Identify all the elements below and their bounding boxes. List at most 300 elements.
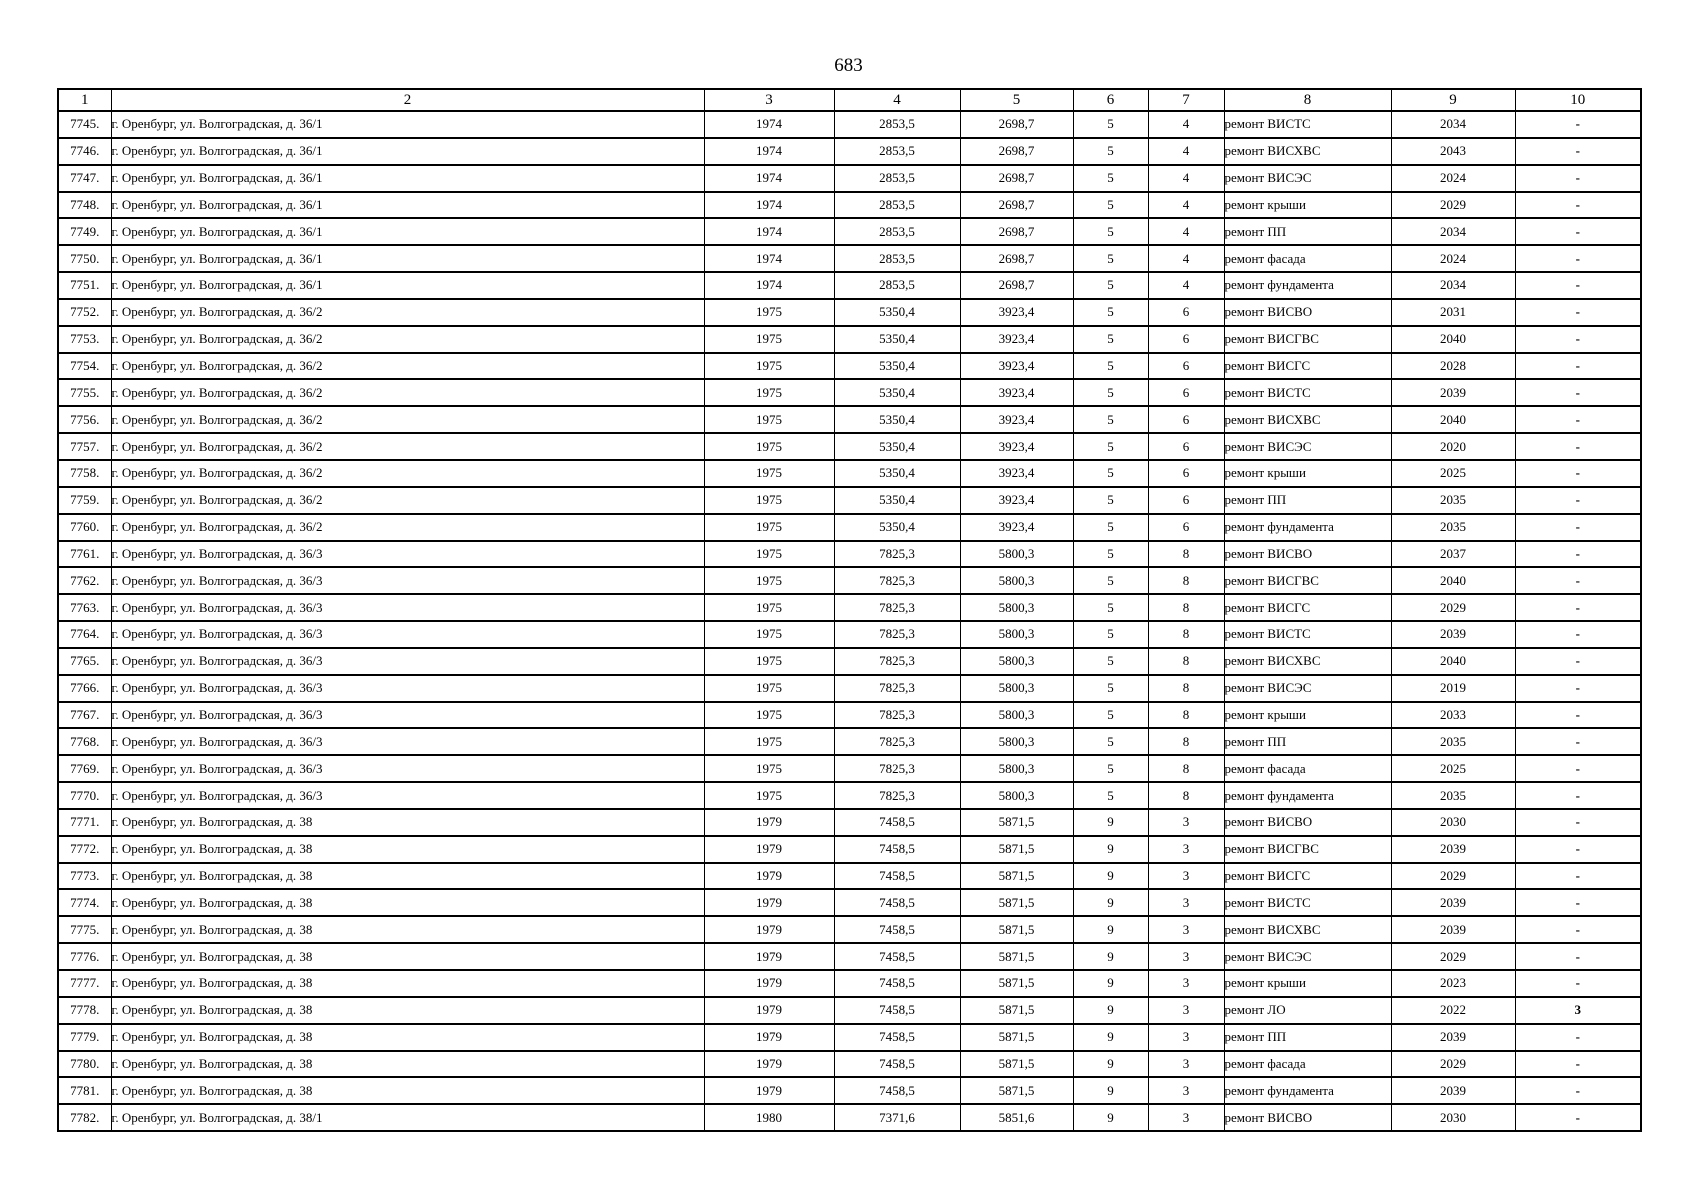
total-area-cell: 7458,5 [834, 1077, 960, 1104]
year-cell: 1979 [704, 1077, 834, 1104]
entrances-cell: 8 [1148, 728, 1224, 755]
living-area-cell: 3923,4 [960, 487, 1073, 514]
row-number-cell: 7759. [58, 487, 111, 514]
work-type-cell: ремонт фундамента [1224, 272, 1391, 299]
total-area-cell: 7458,5 [834, 943, 960, 970]
entrances-cell: 3 [1148, 863, 1224, 890]
living-area-cell: 2698,7 [960, 245, 1073, 272]
year-cell: 1975 [704, 567, 834, 594]
floors-cell: 5 [1073, 326, 1148, 353]
year-cell: 1975 [704, 487, 834, 514]
entrances-cell: 8 [1148, 782, 1224, 809]
planned-year-cell: 2035 [1391, 514, 1515, 541]
address-cell: г. Оренбург, ул. Волгоградская, д. 38 [111, 1077, 704, 1104]
planned-year-cell: 2039 [1391, 379, 1515, 406]
planned-year-cell: 2024 [1391, 165, 1515, 192]
work-type-cell: ремонт ЛО [1224, 997, 1391, 1024]
address-cell: г. Оренбург, ул. Волгоградская, д. 36/2 [111, 299, 704, 326]
table-row [58, 594, 1641, 621]
table-row [58, 192, 1641, 219]
value-cell: - [1515, 943, 1641, 970]
entrances-cell: 6 [1148, 326, 1224, 353]
address-cell: г. Оренбург, ул. Волгоградская, д. 36/1 [111, 218, 704, 245]
total-area-cell: 7458,5 [834, 970, 960, 997]
entrances-cell: 8 [1148, 675, 1224, 702]
value-cell: - [1515, 1051, 1641, 1078]
address-cell: г. Оренбург, ул. Волгоградская, д. 36/2 [111, 514, 704, 541]
address-cell: г. Оренбург, ул. Волгоградская, д. 36/1 [111, 245, 704, 272]
total-area-cell: 5350,4 [834, 460, 960, 487]
value-cell: - [1515, 863, 1641, 890]
address-cell: г. Оренбург, ул. Волгоградская, д. 36/2 [111, 487, 704, 514]
living-area-cell: 5851,6 [960, 1104, 1073, 1131]
row-number-cell: 7779. [58, 1024, 111, 1051]
work-type-cell: ремонт фасада [1224, 245, 1391, 272]
entrances-cell: 3 [1148, 1104, 1224, 1131]
value-cell: - [1515, 567, 1641, 594]
value-cell: - [1515, 218, 1641, 245]
floors-cell: 5 [1073, 675, 1148, 702]
entrances-cell: 4 [1148, 138, 1224, 165]
value-cell: - [1515, 111, 1641, 138]
value-cell: - [1515, 648, 1641, 675]
address-cell: г. Оренбург, ул. Волгоградская, д. 36/3 [111, 648, 704, 675]
entrances-cell: 6 [1148, 460, 1224, 487]
value-cell: - [1515, 1077, 1641, 1104]
entrances-cell: 3 [1148, 997, 1224, 1024]
work-type-cell: ремонт ВИСВО [1224, 1104, 1391, 1131]
floors-cell: 5 [1073, 702, 1148, 729]
work-type-cell: ремонт ВИСГС [1224, 863, 1391, 890]
floors-cell: 9 [1073, 863, 1148, 890]
living-area-cell: 3923,4 [960, 460, 1073, 487]
work-type-cell: ремонт ВИСГС [1224, 353, 1391, 380]
table-row [58, 809, 1641, 836]
floors-cell: 5 [1073, 406, 1148, 433]
floors-cell: 9 [1073, 1077, 1148, 1104]
total-area-cell: 7825,3 [834, 567, 960, 594]
entrances-cell: 8 [1148, 594, 1224, 621]
value-cell: 3 [1515, 997, 1641, 1024]
year-cell: 1975 [704, 728, 834, 755]
floors-cell: 5 [1073, 111, 1148, 138]
total-area-cell: 5350,4 [834, 487, 960, 514]
year-cell: 1979 [704, 997, 834, 1024]
row-number-cell: 7766. [58, 675, 111, 702]
floors-cell: 5 [1073, 782, 1148, 809]
total-area-cell: 7825,3 [834, 702, 960, 729]
work-type-cell: ремонт ВИСТС [1224, 379, 1391, 406]
work-type-cell: ремонт ВИСХВС [1224, 648, 1391, 675]
value-cell: - [1515, 379, 1641, 406]
work-type-cell: ремонт ПП [1224, 728, 1391, 755]
planned-year-cell: 2039 [1391, 1024, 1515, 1051]
planned-year-cell: 2039 [1391, 621, 1515, 648]
row-number-cell: 7752. [58, 299, 111, 326]
entrances-cell: 6 [1148, 433, 1224, 460]
table-row [58, 916, 1641, 943]
row-number-cell: 7758. [58, 460, 111, 487]
table-row [58, 943, 1641, 970]
table-row [58, 702, 1641, 729]
living-area-cell: 3923,4 [960, 353, 1073, 380]
table-row [58, 997, 1641, 1024]
planned-year-cell: 2035 [1391, 487, 1515, 514]
living-area-cell: 5871,5 [960, 970, 1073, 997]
entrances-cell: 3 [1148, 809, 1224, 836]
year-cell: 1979 [704, 916, 834, 943]
year-cell: 1979 [704, 970, 834, 997]
address-cell: г. Оренбург, ул. Волгоградская, д. 38 [111, 809, 704, 836]
entrances-cell: 6 [1148, 353, 1224, 380]
table-row [58, 541, 1641, 568]
planned-year-cell: 2029 [1391, 1051, 1515, 1078]
work-type-cell: ремонт крыши [1224, 970, 1391, 997]
table-row [58, 138, 1641, 165]
floors-cell: 5 [1073, 299, 1148, 326]
living-area-cell: 5871,5 [960, 943, 1073, 970]
header-row [58, 89, 1641, 111]
value-cell: - [1515, 675, 1641, 702]
table-row [58, 433, 1641, 460]
row-number-cell: 7746. [58, 138, 111, 165]
address-cell: г. Оренбург, ул. Волгоградская, д. 36/3 [111, 541, 704, 568]
living-area-cell: 3923,4 [960, 299, 1073, 326]
column-header: 9 [1391, 89, 1515, 111]
address-cell: г. Оренбург, ул. Волгоградская, д. 36/1 [111, 165, 704, 192]
table-row [58, 1051, 1641, 1078]
entrances-cell: 8 [1148, 755, 1224, 782]
year-cell: 1974 [704, 192, 834, 219]
total-area-cell: 5350,4 [834, 514, 960, 541]
total-area-cell: 2853,5 [834, 245, 960, 272]
total-area-cell: 7458,5 [834, 836, 960, 863]
table-row [58, 165, 1641, 192]
table-row [58, 514, 1641, 541]
value-cell: - [1515, 755, 1641, 782]
value-cell: - [1515, 326, 1641, 353]
table-row [58, 379, 1641, 406]
total-area-cell: 7458,5 [834, 1024, 960, 1051]
work-type-cell: ремонт фасада [1224, 1051, 1391, 1078]
floors-cell: 5 [1073, 621, 1148, 648]
planned-year-cell: 2039 [1391, 916, 1515, 943]
row-number-cell: 7762. [58, 567, 111, 594]
year-cell: 1975 [704, 379, 834, 406]
living-area-cell: 5800,3 [960, 675, 1073, 702]
living-area-cell: 2698,7 [960, 272, 1073, 299]
entrances-cell: 4 [1148, 111, 1224, 138]
planned-year-cell: 2029 [1391, 594, 1515, 621]
floors-cell: 5 [1073, 487, 1148, 514]
work-type-cell: ремонт ВИСЭС [1224, 675, 1391, 702]
living-area-cell: 5871,5 [960, 916, 1073, 943]
entrances-cell: 4 [1148, 192, 1224, 219]
year-cell: 1974 [704, 272, 834, 299]
planned-year-cell: 2034 [1391, 111, 1515, 138]
floors-cell: 5 [1073, 648, 1148, 675]
total-area-cell: 5350,4 [834, 433, 960, 460]
total-area-cell: 2853,5 [834, 272, 960, 299]
floors-cell: 9 [1073, 889, 1148, 916]
table-row [58, 460, 1641, 487]
year-cell: 1979 [704, 943, 834, 970]
planned-year-cell: 2028 [1391, 353, 1515, 380]
address-cell: г. Оренбург, ул. Волгоградская, д. 36/3 [111, 594, 704, 621]
value-cell: - [1515, 165, 1641, 192]
table-row [58, 245, 1641, 272]
year-cell: 1979 [704, 809, 834, 836]
address-cell: г. Оренбург, ул. Волгоградская, д. 36/2 [111, 406, 704, 433]
living-area-cell: 5871,5 [960, 997, 1073, 1024]
address-cell: г. Оренбург, ул. Волгоградская, д. 36/1 [111, 138, 704, 165]
column-header: 8 [1224, 89, 1391, 111]
table-row [58, 111, 1641, 138]
table-row [58, 621, 1641, 648]
entrances-cell: 4 [1148, 218, 1224, 245]
value-cell: - [1515, 836, 1641, 863]
table-row [58, 782, 1641, 809]
living-area-cell: 2698,7 [960, 192, 1073, 219]
planned-year-cell: 2025 [1391, 460, 1515, 487]
planned-year-cell: 2030 [1391, 809, 1515, 836]
value-cell: - [1515, 245, 1641, 272]
planned-year-cell: 2031 [1391, 299, 1515, 326]
floors-cell: 5 [1073, 728, 1148, 755]
planned-year-cell: 2030 [1391, 1104, 1515, 1131]
floors-cell: 9 [1073, 1051, 1148, 1078]
year-cell: 1975 [704, 326, 834, 353]
total-area-cell: 7825,3 [834, 755, 960, 782]
planned-year-cell: 2040 [1391, 567, 1515, 594]
total-area-cell: 7825,3 [834, 541, 960, 568]
year-cell: 1974 [704, 218, 834, 245]
value-cell: - [1515, 192, 1641, 219]
work-type-cell: ремонт ВИСГВС [1224, 567, 1391, 594]
planned-year-cell: 2029 [1391, 943, 1515, 970]
row-number-cell: 7768. [58, 728, 111, 755]
table-row [58, 889, 1641, 916]
living-area-cell: 2698,7 [960, 111, 1073, 138]
value-cell: - [1515, 916, 1641, 943]
year-cell: 1979 [704, 863, 834, 890]
entrances-cell: 8 [1148, 648, 1224, 675]
floors-cell: 9 [1073, 943, 1148, 970]
living-area-cell: 5800,3 [960, 621, 1073, 648]
work-type-cell: ремонт фасада [1224, 755, 1391, 782]
living-area-cell: 5871,5 [960, 1051, 1073, 1078]
planned-year-cell: 2039 [1391, 1077, 1515, 1104]
table-row [58, 299, 1641, 326]
total-area-cell: 2853,5 [834, 192, 960, 219]
work-type-cell: ремонт ВИСЭС [1224, 943, 1391, 970]
living-area-cell: 5800,3 [960, 755, 1073, 782]
total-area-cell: 7825,3 [834, 648, 960, 675]
value-cell: - [1515, 406, 1641, 433]
address-cell: г. Оренбург, ул. Волгоградская, д. 36/1 [111, 272, 704, 299]
work-type-cell: ремонт фундамента [1224, 514, 1391, 541]
work-type-cell: ремонт крыши [1224, 460, 1391, 487]
column-header: 4 [834, 89, 960, 111]
address-cell: г. Оренбург, ул. Волгоградская, д. 38 [111, 916, 704, 943]
living-area-cell: 5871,5 [960, 809, 1073, 836]
row-number-cell: 7755. [58, 379, 111, 406]
work-type-cell: ремонт ПП [1224, 218, 1391, 245]
entrances-cell: 6 [1148, 514, 1224, 541]
year-cell: 1974 [704, 245, 834, 272]
floors-cell: 5 [1073, 460, 1148, 487]
year-cell: 1974 [704, 165, 834, 192]
entrances-cell: 3 [1148, 1077, 1224, 1104]
total-area-cell: 7458,5 [834, 997, 960, 1024]
table-row [58, 487, 1641, 514]
work-type-cell: ремонт ВИСХВС [1224, 406, 1391, 433]
living-area-cell: 5871,5 [960, 836, 1073, 863]
work-type-cell: ремонт ВИСТС [1224, 621, 1391, 648]
living-area-cell: 3923,4 [960, 514, 1073, 541]
address-cell: г. Оренбург, ул. Волгоградская, д. 36/2 [111, 326, 704, 353]
row-number-cell: 7775. [58, 916, 111, 943]
floors-cell: 9 [1073, 970, 1148, 997]
total-area-cell: 5350,4 [834, 406, 960, 433]
value-cell: - [1515, 889, 1641, 916]
entrances-cell: 3 [1148, 970, 1224, 997]
total-area-cell: 7458,5 [834, 916, 960, 943]
address-cell: г. Оренбург, ул. Волгоградская, д. 36/3 [111, 567, 704, 594]
address-cell: г. Оренбург, ул. Волгоградская, д. 38 [111, 970, 704, 997]
address-cell: г. Оренбург, ул. Волгоградская, д. 38 [111, 943, 704, 970]
work-type-cell: ремонт ВИСТС [1224, 111, 1391, 138]
living-area-cell: 3923,4 [960, 379, 1073, 406]
year-cell: 1975 [704, 621, 834, 648]
data-table [57, 88, 1642, 1132]
total-area-cell: 7458,5 [834, 809, 960, 836]
total-area-cell: 5350,4 [834, 299, 960, 326]
entrances-cell: 8 [1148, 541, 1224, 568]
row-number-cell: 7780. [58, 1051, 111, 1078]
work-type-cell: ремонт ВИСЭС [1224, 165, 1391, 192]
row-number-cell: 7754. [58, 353, 111, 380]
value-cell: - [1515, 809, 1641, 836]
living-area-cell: 2698,7 [960, 138, 1073, 165]
address-cell: г. Оренбург, ул. Волгоградская, д. 38 [111, 836, 704, 863]
address-cell: г. Оренбург, ул. Волгоградская, д. 38 [111, 1024, 704, 1051]
value-cell: - [1515, 433, 1641, 460]
planned-year-cell: 2040 [1391, 406, 1515, 433]
living-area-cell: 5800,3 [960, 702, 1073, 729]
table-row [58, 970, 1641, 997]
planned-year-cell: 2024 [1391, 245, 1515, 272]
living-area-cell: 3923,4 [960, 406, 1073, 433]
living-area-cell: 3923,4 [960, 433, 1073, 460]
entrances-cell: 3 [1148, 1051, 1224, 1078]
year-cell: 1975 [704, 648, 834, 675]
address-cell: г. Оренбург, ул. Волгоградская, д. 36/3 [111, 621, 704, 648]
living-area-cell: 5871,5 [960, 1077, 1073, 1104]
floors-cell: 5 [1073, 165, 1148, 192]
entrances-cell: 4 [1148, 272, 1224, 299]
address-cell: г. Оренбург, ул. Волгоградская, д. 38 [111, 889, 704, 916]
column-header: 10 [1515, 89, 1641, 111]
table-row [58, 675, 1641, 702]
planned-year-cell: 2029 [1391, 863, 1515, 890]
row-number-cell: 7765. [58, 648, 111, 675]
work-type-cell: ремонт ВИСГВС [1224, 836, 1391, 863]
entrances-cell: 6 [1148, 379, 1224, 406]
row-number-cell: 7748. [58, 192, 111, 219]
column-header: 1 [58, 89, 111, 111]
total-area-cell: 2853,5 [834, 165, 960, 192]
row-number-cell: 7772. [58, 836, 111, 863]
total-area-cell: 2853,5 [834, 218, 960, 245]
total-area-cell: 7825,3 [834, 594, 960, 621]
row-number-cell: 7747. [58, 165, 111, 192]
living-area-cell: 5871,5 [960, 863, 1073, 890]
entrances-cell: 8 [1148, 567, 1224, 594]
total-area-cell: 7458,5 [834, 1051, 960, 1078]
living-area-cell: 5800,3 [960, 567, 1073, 594]
planned-year-cell: 2034 [1391, 218, 1515, 245]
entrances-cell: 4 [1148, 245, 1224, 272]
row-number-cell: 7769. [58, 755, 111, 782]
address-cell: г. Оренбург, ул. Волгоградская, д. 38/1 [111, 1104, 704, 1131]
planned-year-cell: 2039 [1391, 889, 1515, 916]
column-header: 7 [1148, 89, 1224, 111]
address-cell: г. Оренбург, ул. Волгоградская, д. 36/2 [111, 353, 704, 380]
row-number-cell: 7770. [58, 782, 111, 809]
floors-cell: 5 [1073, 353, 1148, 380]
address-cell: г. Оренбург, ул. Волгоградская, д. 36/2 [111, 433, 704, 460]
planned-year-cell: 2025 [1391, 755, 1515, 782]
address-cell: г. Оренбург, ул. Волгоградская, д. 36/2 [111, 460, 704, 487]
entrances-cell: 3 [1148, 916, 1224, 943]
work-type-cell: ремонт ВИСХВС [1224, 916, 1391, 943]
address-cell: г. Оренбург, ул. Волгоградская, д. 36/3 [111, 702, 704, 729]
work-type-cell: ремонт ПП [1224, 487, 1391, 514]
total-area-cell: 7825,3 [834, 728, 960, 755]
row-number-cell: 7763. [58, 594, 111, 621]
floors-cell: 5 [1073, 755, 1148, 782]
work-type-cell: ремонт крыши [1224, 702, 1391, 729]
floors-cell: 5 [1073, 514, 1148, 541]
table-row [58, 863, 1641, 890]
row-number-cell: 7776. [58, 943, 111, 970]
year-cell: 1975 [704, 541, 834, 568]
value-cell: - [1515, 487, 1641, 514]
value-cell: - [1515, 272, 1641, 299]
living-area-cell: 5871,5 [960, 889, 1073, 916]
entrances-cell: 8 [1148, 702, 1224, 729]
row-number-cell: 7760. [58, 514, 111, 541]
year-cell: 1975 [704, 353, 834, 380]
entrances-cell: 6 [1148, 487, 1224, 514]
table-row [58, 218, 1641, 245]
column-header: 5 [960, 89, 1073, 111]
work-type-cell: ремонт ВИСТС [1224, 889, 1391, 916]
floors-cell: 5 [1073, 594, 1148, 621]
year-cell: 1975 [704, 406, 834, 433]
value-cell: - [1515, 514, 1641, 541]
value-cell: - [1515, 299, 1641, 326]
row-number-cell: 7767. [58, 702, 111, 729]
planned-year-cell: 2035 [1391, 782, 1515, 809]
floors-cell: 5 [1073, 218, 1148, 245]
value-cell: - [1515, 353, 1641, 380]
table-row [58, 648, 1641, 675]
entrances-cell: 3 [1148, 889, 1224, 916]
living-area-cell: 5800,3 [960, 648, 1073, 675]
living-area-cell: 5800,3 [960, 728, 1073, 755]
